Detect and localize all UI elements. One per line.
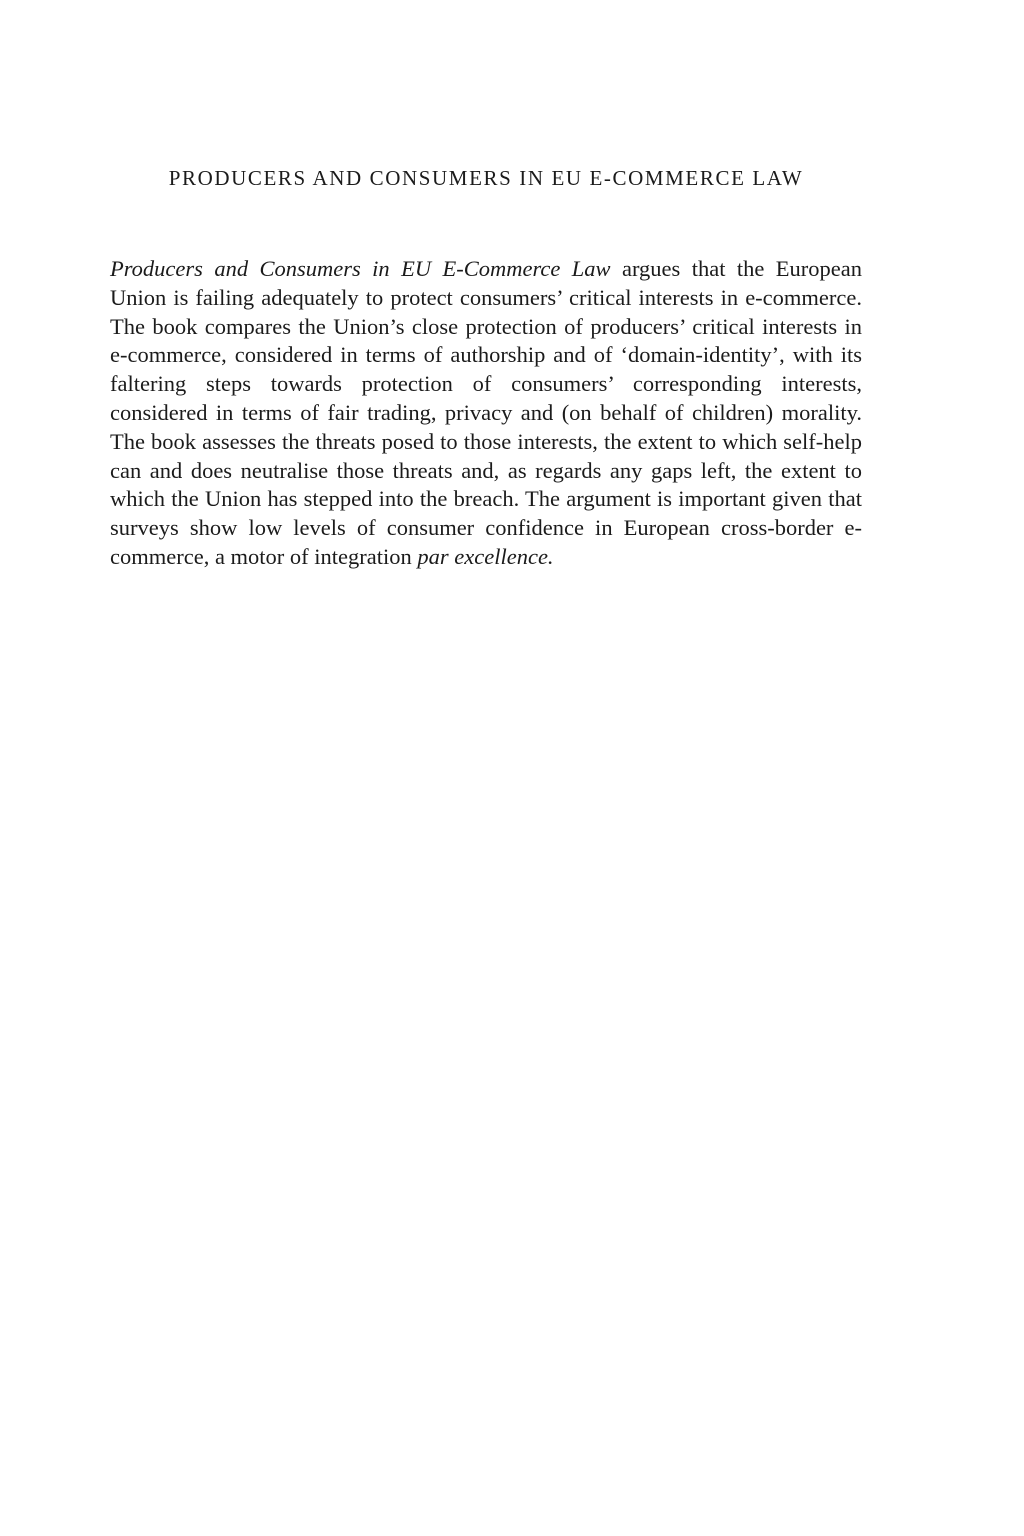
abstract-paragraph [110, 255, 862, 572]
book-title-italic: Producers and Consumers in EU E-Commerce Law [110, 256, 611, 281]
book-page [110, 0, 862, 572]
abstract-body-text: argues that the European Union is failing adequately to protect consumers’ critical interests in e-commerce. The book compares the Union’s close protection of producers’ critical interests in e-commerce, considered in terms of authorship and of ‘domain-identity’, with its faltering steps towards protection of consumers’ corresponding interests, considered in terms of fair trading, privacy and (on behalf of children) morality. The book assesses the threats posed to those interests, the extent to which self-help can and does neutralise those threats and, as regards any gaps left, the extent to which the Union has stepped into the breach. The argument is important given that surveys show low levels of consumer confidence in European cross-border e-commerce, a motor of integration [110, 256, 862, 569]
par-excellence-italic: par excellence. [417, 543, 554, 569]
page-title: PRODUCERS AND CONSUMERS IN EU E-COMMERCE LAW [168, 166, 804, 190]
